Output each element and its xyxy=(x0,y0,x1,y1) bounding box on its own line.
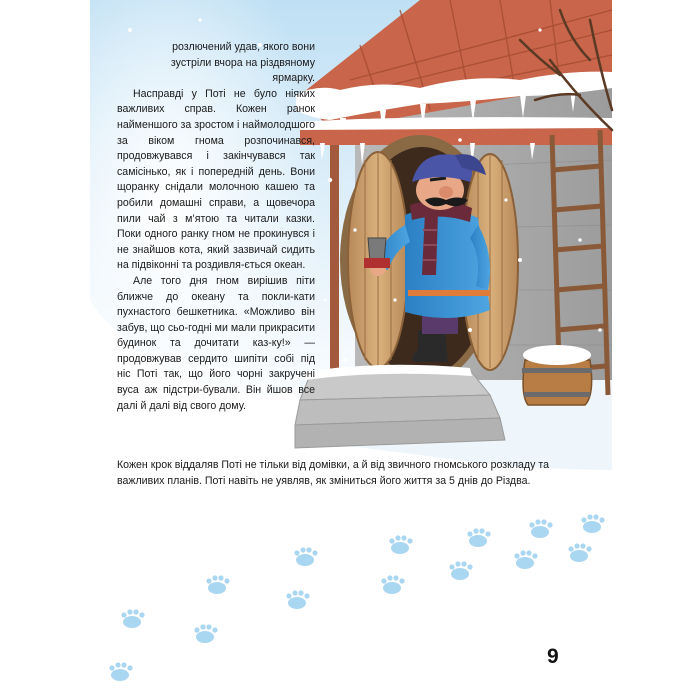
paw-prints xyxy=(109,514,604,681)
story-line-1: розлючений удав, якого вони xyxy=(172,41,315,53)
story-paragraph-3: Але того дня гном вирішив піти ближче до океану та покли-кати пухнастого бешкетника. «Можливо він забув, що сьо-годні ми мали прикрасити будинок та дочитати каз-ку!» — продовжував сердито шипіти собі під ніс Поті так, що його чорні закручені вуса аж підстри-бували. Він йшов все далі й далі від свого дому. xyxy=(117,274,315,412)
page-number: 9 xyxy=(547,645,559,668)
story-line-3: ярмарку. xyxy=(272,72,315,85)
story-column xyxy=(117,40,315,414)
porch-post xyxy=(330,145,339,390)
story-paragraph-2: Насправді у Поті не було ніяких важливих справ. Кожен ранок найменшого за зростом і наймолодшого за віком гнома розпочинався, продовжувався і закінчувався так самісінько, як і попередній день. Вони щоранку снідали молочною кашею та робили домашні справи, а щовечора пили чай з м’ятою та читали казки. Поки одного ранку гном не прокинувся і не знайшов кота, який зазвичай сидить на підвіконні та роздивля-ється океан. xyxy=(117,87,315,272)
wooden-barrel xyxy=(522,345,592,405)
story-paragraph-4: Кожен крок віддаляв Поті не тільки від домівки, а й від звичного гномського розкладу та важливих планів. Поті навіть не уявляв, як зміниться його життя за 5 днів до Різдва. xyxy=(117,459,549,487)
story-line-2: зустріли вчора на різдвяному xyxy=(170,56,315,69)
story-full-width-paragraph xyxy=(117,458,569,489)
stone-steps xyxy=(295,365,505,448)
